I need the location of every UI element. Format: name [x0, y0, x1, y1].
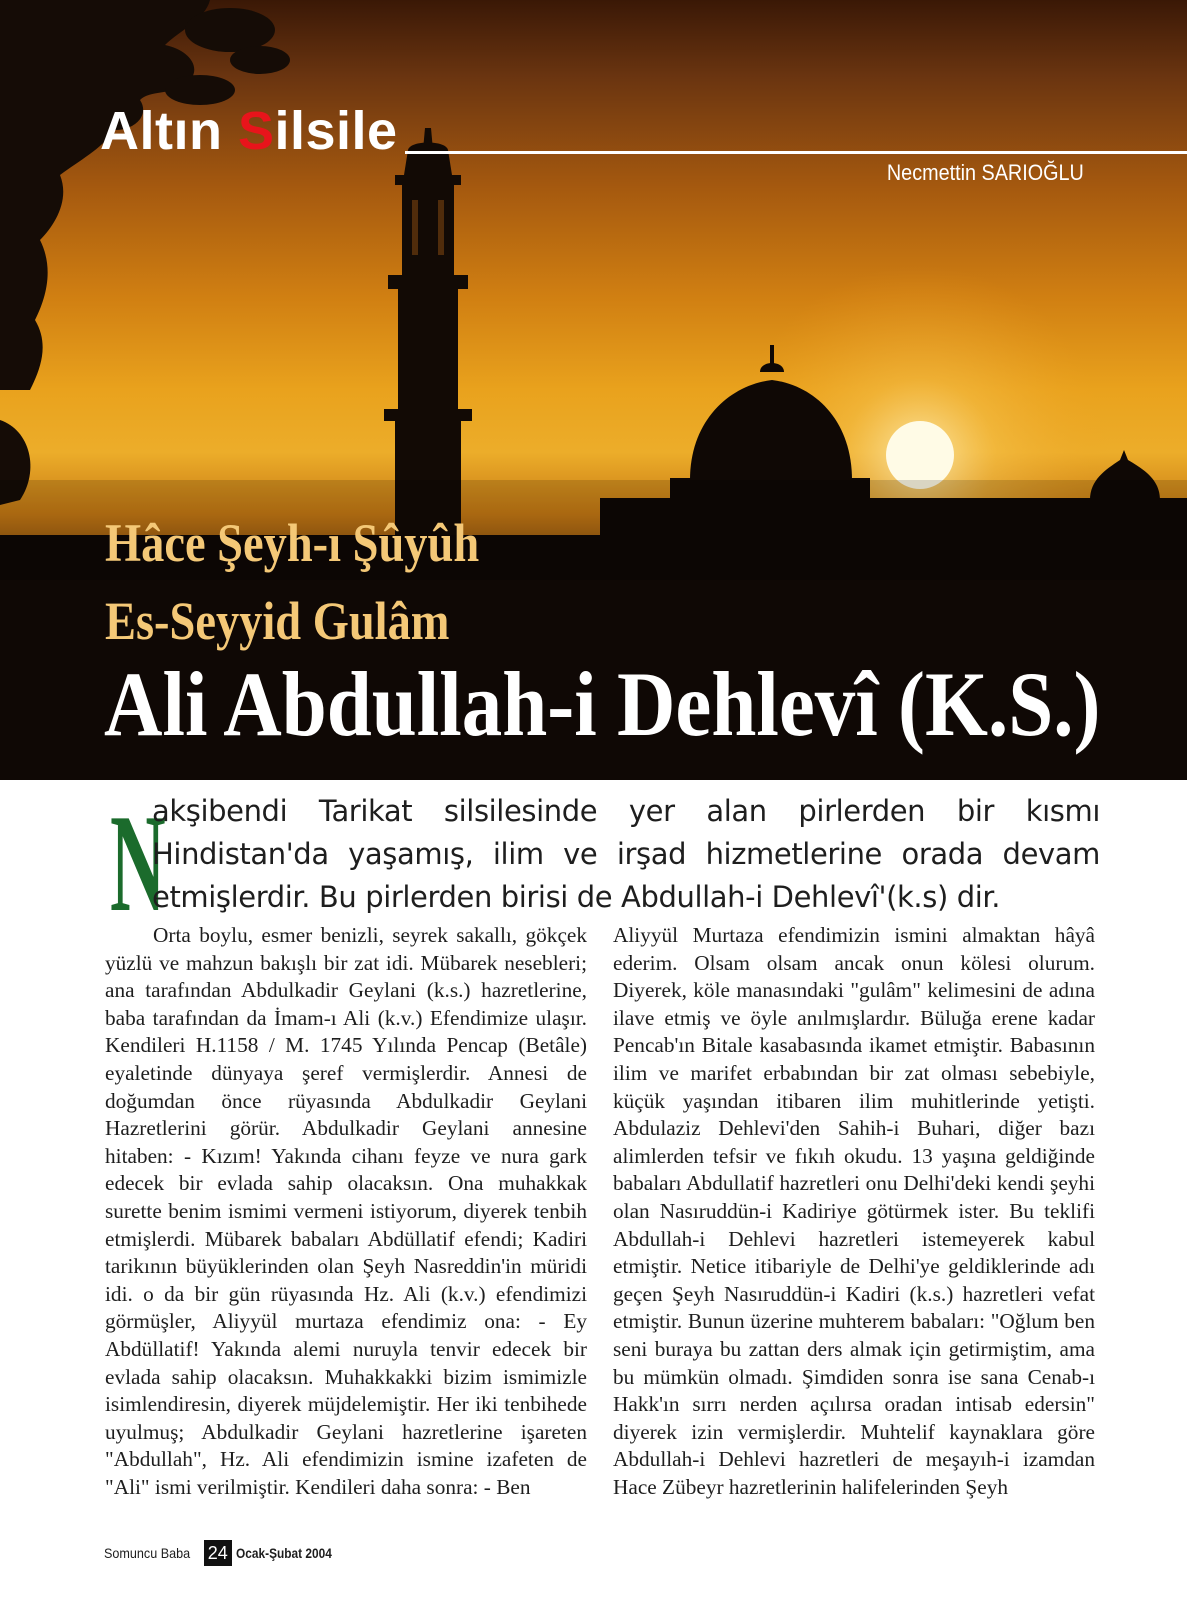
main-title: Ali Abdullah-i Dehlevî (K.S.) [104, 653, 1101, 755]
subtitle-line-1: Hâce Şeyh-ı Şûyûh [105, 513, 480, 573]
subtitle-line-2: Es-Seyyid Gulâm [105, 591, 450, 651]
body-column-right: Aliyyül Murtaza efendimizin ismini almaktan hâyâ ederim. Olsam olsam ancak onun kölesi olurum. Diyerek, köle manasındaki "gulâm" kelimesini de adına ilave etmiş ve öyle anılmışlardır. Büluğa erene kadar Pencab'ın Bitale kasabasında ikamet etmiştir. Babasının ilim ve marifet erbabından bir zat olması sebebiyle, küçük yaşından itibaren ilim muhitlerinde yetişti. Abdulaziz Dehlevi'den Sahih-i Buhari, diğer bazı alimlerden tefsir ve fıkıh okudu. 13 yaşına geldiğinde babaları Abdullatif hazretleri onu Delhi'deki kendi şeyhi olan Nasıruddün-i Kadiriye götürmek ister. Bu teklifi Abdullah-i Dehlevi hazretleri istemeyerek kabul etmiştir. Netice itibariyle de Delhi'ye geldiklerinde adı geçen Şeyh Nasıruddün-i Kadiri (k.s.) hazretleri vefat etmiştir. Bunun üzerine muhterem babaları: "Oğlum ben seni buraya bu zattan ders almak için getirmiştim, ama bu mümkün olmadı. Şimdiden sonra ise sana Cenab-ı Hakk'ın sırrı nerden açılırsa oradan intisab edersin" diyerek izin vermişlerdir. Muhtelif kaynaklara göre Abdullah-i Dehlevi hazretleri de meşayıh-i izamdan Hace Zübeyr hazretlerinin halifelerinden Şeyh [613, 923, 1095, 1499]
series-title-accent-letter: S [237, 101, 275, 161]
intro-paragraph [110, 786, 1100, 941]
series-title: Altın Silsile [100, 101, 398, 161]
sun [886, 421, 954, 489]
title-rule-divider [405, 151, 1187, 154]
hero-photo [0, 0, 1187, 780]
tree-silhouette [0, 0, 290, 505]
magazine-name: Somuncu Baba [104, 1545, 191, 1561]
author-name: Necmettin SARIOĞLU [887, 160, 1084, 185]
issue-date: Ocak-Şubat 2004 [235, 1545, 332, 1561]
page-number: 24 [204, 1540, 232, 1566]
body-column-left: Orta boylu, esmer benizli, seyrek sakallı, gökçek yüzlü ve mahzun bakışlı bir zat idi. Mübarek nesebleri; ana tarafından Abdulkadir Geylani (k.s.) hazretlerine, baba tarafından da İmam-ı Ali (k.v.) Efendimize ulaşır. Kendileri H.1158 / M. 1745 Yılında Pencap (Betâle) eyaletinde dünyaya şeref vermişlerdir. Annesi de doğumdan önce rüyasında Abdulkadir Geylani Hazretlerini görür. Abdulkadir Geylani annesine hitaben: - Kızım! Yakında cihanı feyze ve nura gark edecek bir evlada sahip olacaksın. Ona muhakkak surette benim ismimi vermeni istiyorum, diyerek tenbih etmişlerdi. Mübarek babaları Abdüllatif efendi; Kadiri tarikının büyüklerinden olan Şeyh Nasreddin'in müridi idi. o da bir gün rüyasında Hz. Ali (k.v.) efendimizi görmüşler, Aliyyül murtaza efendimiz ona: - Ey Abdüllatif! Yakında alemi nuruyla tenvir edecek bir evlada sahip olacaksın. Muhakkakki bizim ismimizle isimlendiresin, diyerek müjdelemiştir. Her iki tenbihede uyulmuş; Abdulkadir Geylani hazretlerine işareten "Abdullah", Hz. Ali efendimizin ismine izafeten de "Ali" ismi verilmiştir. Kendileri daha sonra: - Ben [105, 923, 587, 1499]
page-footer [104, 1540, 349, 1566]
drop-cap-letter: N [110, 786, 166, 941]
intro-text: akşibendi Tarikat silsilesinde yer alan pirlerden bir kısmı Hindistan'da yaşamış, ilim ve irşad hizmetlerine orada devam etmişlerdir. Bu pirlerden birisi de Abdullah-i Dehlevî'(k.s) dir. [152, 794, 1100, 914]
